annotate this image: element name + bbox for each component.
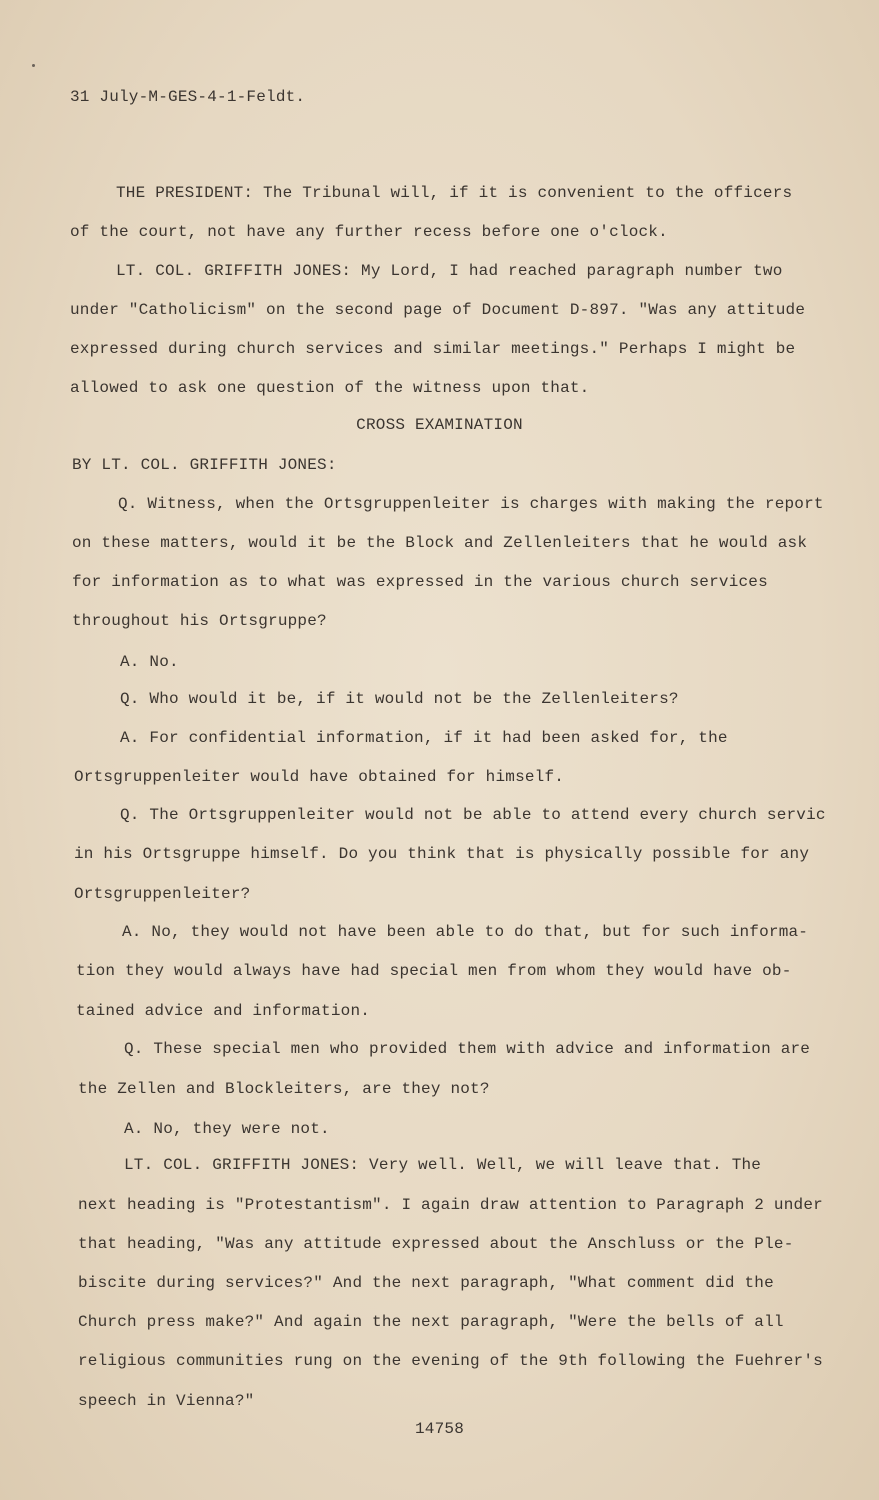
text-line: on these matters, would it be the Block and Zellenleiters that he would ask: [72, 534, 808, 552]
text-line: biscite during services?" And the next paragraph, "What comment did the: [78, 1274, 774, 1292]
text-line: Q. Witness, when the Ortsgruppenleiter is charges with making the report: [118, 495, 824, 513]
text-line: Q. The Ortsgruppenleiter would not be able to attend every church servic: [120, 806, 826, 824]
text-line: Church press make?" And again the next paragraph, "Were the bells of all: [78, 1313, 784, 1331]
examiner-heading: BY LT. COL. GRIFFITH JONES:: [72, 456, 337, 474]
text-line: A. For confidential information, if it had been asked for, the: [120, 729, 728, 747]
text-line: Q. These special men who provided them with advice and information are: [124, 1040, 811, 1058]
text-line: next heading is "Protestantism". I again draw attention to Paragraph 2 under: [78, 1196, 823, 1214]
text-line: for information as to what was expressed in the various church services: [72, 573, 768, 591]
text-line: that heading, "Was any attitude expressed about the Anschluss or the Ple-: [78, 1235, 794, 1253]
page-number: 14758: [414, 1420, 464, 1438]
text-line: tion they would always have had special men from whom they would have ob-: [76, 962, 792, 980]
text-line: A. No, they would not have been able to do that, but for such informa-: [122, 923, 809, 941]
text-line: of the court, not have any further recess before one o'clock.: [70, 223, 668, 241]
text-line: speech in Vienna?": [78, 1392, 255, 1410]
text-line: religious communities rung on the evening of the 9th following the Fuehrer's: [78, 1352, 823, 1370]
text-line: allowed to ask one question of the witness upon that.: [70, 379, 590, 397]
text-line: LT. COL. GRIFFITH JONES: My Lord, I had reached paragraph number two: [116, 262, 783, 280]
text-line: Ortsgruppenleiter would have obtained for himself.: [74, 768, 565, 786]
text-line: A. No, they were not.: [124, 1120, 330, 1138]
document-header: 31 July-M-GES-4-1-Feldt.: [70, 88, 306, 106]
text-line: A. No.: [120, 653, 179, 671]
section-heading: CROSS EXAMINATION: [356, 416, 523, 434]
text-line: under "Catholicism" on the second page of Document D-897. "Was any attitude: [70, 301, 806, 319]
text-line: in his Ortsgruppe himself. Do you think that is physically possible for any: [74, 845, 810, 863]
text-line: Q. Who would it be, if it would not be the Zellenleiters?: [120, 690, 679, 708]
paper-mark: [32, 64, 35, 67]
text-line: expressed during church services and similar meetings." Perhaps I might be: [70, 340, 796, 358]
text-line: LT. COL. GRIFFITH JONES: Very well. Well, we will leave that. The: [124, 1156, 762, 1174]
text-line: Ortsgruppenleiter?: [74, 885, 251, 903]
text-line: tained advice and information.: [76, 1002, 371, 1020]
text-line: throughout his Ortsgruppe?: [72, 612, 327, 630]
text-line: THE PRESIDENT: The Tribunal will, if it is convenient to the officers: [116, 184, 793, 202]
text-line: the Zellen and Blockleiters, are they not?: [78, 1080, 490, 1098]
